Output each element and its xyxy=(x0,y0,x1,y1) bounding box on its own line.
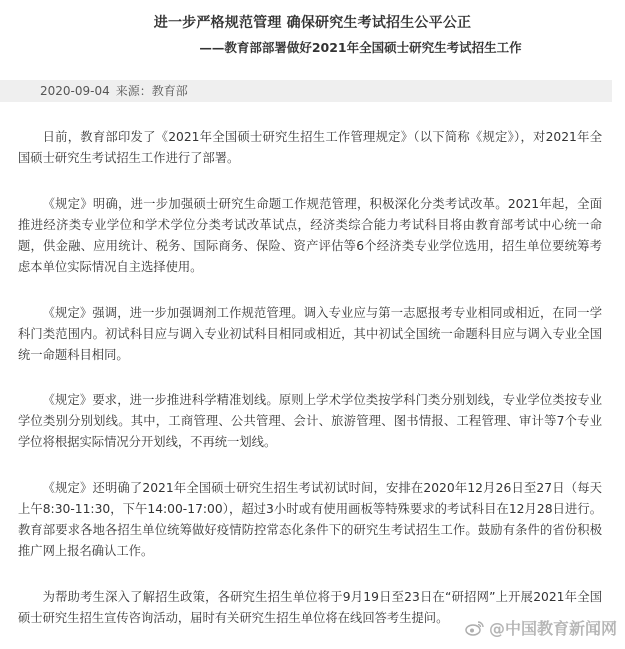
source-name: 教育部 xyxy=(151,84,188,98)
watermark xyxy=(465,616,617,639)
source-label: 来源： xyxy=(115,84,152,98)
paragraph: 日前，教育部印发了《2021年全国硕士研究生招生工作管理规定》（以下简称《规定》），对2021年全国硕士研究生考试招生工作进行了部署。 xyxy=(18,130,602,165)
paragraph: 《规定》明确，进一步加强硕士研究生命题工作规范管理，积极深化分类考试改革。2021年起，全面推进经济类专业学位和学术学位分类考试改革试点，经济类综合能力考试科目将由教育部考试中心统一命题，供金融、应用统计、税务、国际商务、保险、资产评估等6个经济类专业学位选用，招生单位要统筹考虑本单位实际情况自主选择使用。 xyxy=(18,197,602,274)
publish-date: 2020-09-04 xyxy=(40,84,110,98)
paragraph: 《规定》强调，进一步加强调剂工作规范管理。调入专业应与第一志愿报考专业相同或相近，在同一学科门类范围内。初试科目应与调入专业初试科目相同或相近，其中初试全国统一命题科目应与调入专业全国统一命题科目相同。 xyxy=(18,306,602,362)
paragraph: 《规定》还明确了2021年全国硕士研究生招生考试初试时间，安排在2020年12月26日至27日（每天上午8:30-11:30，下午14:00-17:00），超过3小时或有使用画板等特殊要求的考试科目在12月28日进行。教育部要求各地各招生单位统筹做好疫情防控常态化条件下的研究生考试招生工作。鼓励有条件的省份积极推广网上报名确认工作。 xyxy=(18,481,602,558)
article-subtitle: ——教育部部署做好2021年全国硕士研究生考试招生工作 xyxy=(199,40,522,55)
paragraph: 《规定》要求，进一步推进科学精准划线。原则上学术学位类按学科门类分别划线，专业学位类按专业学位类别分别划线。其中，工商管理、公共管理、会计、旅游管理、图书情报、工程管理、审计等7个专业学位将根据实际情况分开划线，不再统一划线。 xyxy=(18,393,602,449)
watermark-text: @中国教育新闻网 xyxy=(488,619,617,638)
weibo-icon xyxy=(465,620,485,636)
paragraph: 为帮助考生深入了解招生政策，各研究生招生单位将于9月19日至23日在“研招网”上开展2021年全国硕士研究生招生宣传咨询活动，届时有关研究生招生单位将在线回答考生提问。 xyxy=(18,590,602,625)
article-title: 进一步严格规范管理 确保研究生考试招生公平公正 xyxy=(153,15,472,31)
meta-bar xyxy=(0,80,612,102)
